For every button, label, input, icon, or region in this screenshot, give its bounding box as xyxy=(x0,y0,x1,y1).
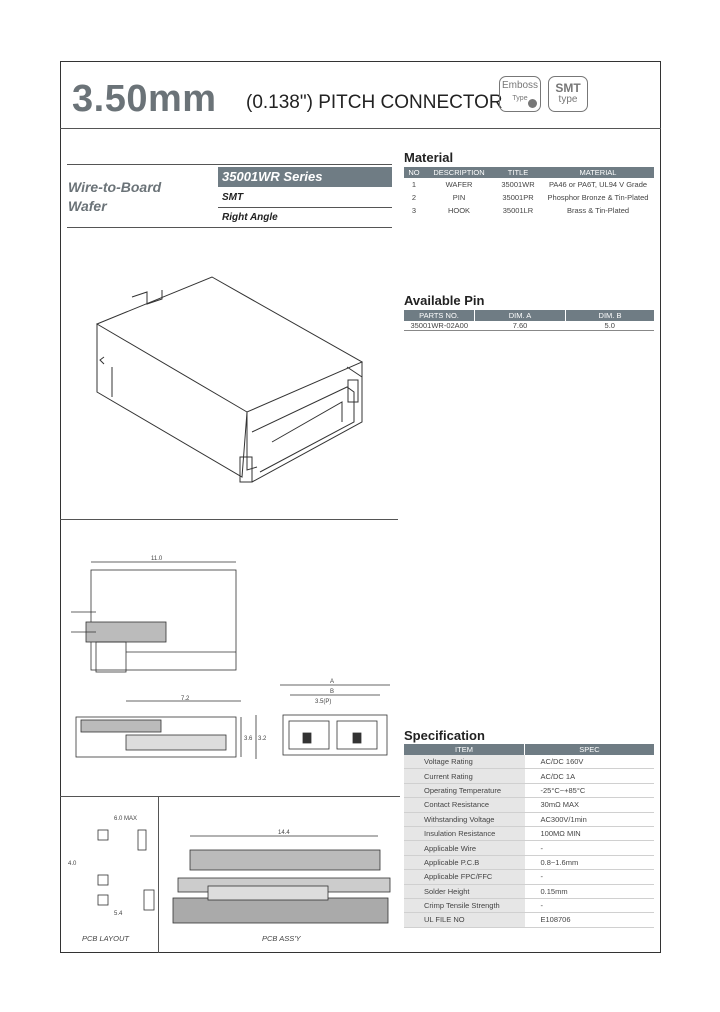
connector-3d-drawing xyxy=(92,272,372,494)
material-row xyxy=(404,191,654,204)
spec-value: 30mΩ MAX xyxy=(525,798,655,812)
spec-item: Voltage Rating xyxy=(404,755,525,769)
material-title: Material xyxy=(404,150,454,165)
material-col-material: MATERIAL xyxy=(542,167,654,178)
product-category xyxy=(68,178,161,216)
pcb-split-line xyxy=(158,796,159,953)
pin-col-dima: DIM. A xyxy=(475,310,566,321)
front-a-label: A xyxy=(330,679,335,685)
spec-item: UL FILE NO xyxy=(404,913,525,927)
pin-col-dimb: DIM. B xyxy=(566,310,655,321)
spec-row xyxy=(404,798,654,812)
spec-row xyxy=(404,898,654,912)
available-pin-title: Available Pin xyxy=(404,293,485,308)
material-header-row xyxy=(404,167,654,178)
spec-row xyxy=(404,755,654,769)
product-bottom-line xyxy=(67,227,392,228)
category-line2: Wafer xyxy=(68,198,107,214)
material-cell: 35001LR xyxy=(502,206,534,215)
specification-title: Specification xyxy=(404,728,485,743)
spec-row xyxy=(404,769,654,783)
header-divider xyxy=(60,128,661,129)
material-cell: 35001WR xyxy=(501,180,535,189)
spec-item: Applicable Wire xyxy=(404,841,525,855)
spec-item: Crimp Tensile Strength xyxy=(404,898,525,912)
spec-col-item: ITEM xyxy=(404,744,525,755)
spec-row xyxy=(404,812,654,826)
material-table xyxy=(404,167,654,217)
product-top-line xyxy=(67,164,392,165)
material-cell: HOOK xyxy=(447,206,471,215)
pcb-layout-caption: PCB LAYOUT xyxy=(82,934,129,943)
mount-type: SMT xyxy=(222,192,244,203)
pcb-assy-caption: PCB ASS'Y xyxy=(262,934,301,943)
drawing-divider xyxy=(60,519,398,520)
material-col-no: NO xyxy=(404,167,424,178)
material-cell: 1 xyxy=(411,180,417,189)
mount-line xyxy=(218,207,392,208)
spec-row xyxy=(404,884,654,898)
pin-cell: 5.0 xyxy=(604,321,615,330)
spec-value: AC300V/1min xyxy=(525,812,655,826)
pcb-layout-drawing xyxy=(66,805,158,930)
spec-header-row xyxy=(404,744,654,755)
smt-sub: type xyxy=(558,94,578,105)
spec-row xyxy=(404,826,654,840)
front-b-label: B xyxy=(330,689,335,695)
spec-value: 100MΩ MIN xyxy=(525,826,655,840)
spec-item: Insulation Resistance xyxy=(404,826,525,840)
pin-cell: 35001WR-02A00 xyxy=(410,321,469,330)
spec-row xyxy=(404,783,654,797)
spec-item: Current Rating xyxy=(404,769,525,783)
spec-value: AC/DC 1A xyxy=(525,769,655,783)
specification-table xyxy=(404,744,654,928)
series-bar: 35001WR Series xyxy=(218,167,392,187)
spec-value: - xyxy=(525,898,655,912)
pcb-dim2-label: 4.0 xyxy=(68,861,77,867)
material-cell: Phosphor Bronze & Tin-Plated xyxy=(547,193,649,202)
material-row xyxy=(404,178,654,191)
material-cell: 2 xyxy=(411,193,417,202)
available-pin-table xyxy=(404,310,654,331)
title-pitch: 3.50mm xyxy=(72,78,217,120)
emboss-badge xyxy=(499,76,541,112)
spec-row xyxy=(404,913,654,927)
material-cell: PIN xyxy=(452,193,466,202)
pin-header-row xyxy=(404,310,654,321)
category-line1: Wire-to-Board xyxy=(68,179,162,195)
material-cell: 35001PR xyxy=(502,193,534,202)
pin-col-parts: PARTS NO. xyxy=(404,310,475,321)
material-row xyxy=(404,204,654,217)
side-dim-label: 11.0 xyxy=(151,556,163,562)
emboss-sub: Type xyxy=(512,95,528,102)
smt-badge xyxy=(548,76,588,112)
bottom-h2-label: 3.2 xyxy=(258,736,266,742)
spec-value: 0.8~1.6mm xyxy=(525,855,655,869)
spec-value: AC/DC 160V xyxy=(525,755,655,769)
front-view-drawing xyxy=(275,675,395,765)
assy-dim-label: 14.4 xyxy=(278,830,290,836)
emboss-label: Emboss xyxy=(501,80,539,91)
smt-label: SMT xyxy=(555,81,581,95)
spec-col-spec: SPEC xyxy=(525,744,655,755)
material-col-title: TITLE xyxy=(494,167,542,178)
pcb-top-line xyxy=(60,796,400,797)
pin-cell: 7.60 xyxy=(512,321,528,330)
bottom-dim-label: 7.2 xyxy=(181,696,190,702)
orientation: Right Angle xyxy=(222,212,278,223)
spec-value: 0.15mm xyxy=(525,884,655,898)
spec-row xyxy=(404,870,654,884)
reel-icon xyxy=(528,99,537,108)
bottom-h1-label: 3.6 xyxy=(244,736,253,742)
pcb-dim3-label: 5.4 xyxy=(114,911,123,917)
material-cell: WAFER xyxy=(445,180,473,189)
pin-row xyxy=(404,321,654,331)
material-col-desc: DESCRIPTION xyxy=(424,167,494,178)
title-connector: (0.138") PITCH CONNECTOR xyxy=(246,92,503,113)
side-view-drawing xyxy=(66,552,246,682)
spec-item: Applicable P.C.B xyxy=(404,855,525,869)
spec-value: - xyxy=(525,841,655,855)
material-cell: Brass & Tin-Plated xyxy=(566,206,630,215)
material-cell: PA46 or PA6T, UL94 V Grade xyxy=(548,180,648,189)
spec-item: Applicable FPC/FFC xyxy=(404,870,525,884)
bottom-view-drawing xyxy=(66,695,266,765)
spec-item: Solder Height xyxy=(404,884,525,898)
spec-value: -25°C~+85°C xyxy=(525,783,655,797)
spec-item: Contact Resistance xyxy=(404,798,525,812)
pcb-dim1-label: 6.0 MAX xyxy=(114,816,138,822)
pcb-assembly-drawing xyxy=(168,828,400,928)
spec-item: Operating Temperature xyxy=(404,783,525,797)
spec-value: - xyxy=(525,870,655,884)
material-cell: 3 xyxy=(411,206,417,215)
front-pitch-label: 3.5(P) xyxy=(315,699,332,705)
spec-item: Withstanding Voltage xyxy=(404,812,525,826)
spec-row xyxy=(404,841,654,855)
spec-row xyxy=(404,855,654,869)
spec-value: E108706 xyxy=(525,913,655,927)
